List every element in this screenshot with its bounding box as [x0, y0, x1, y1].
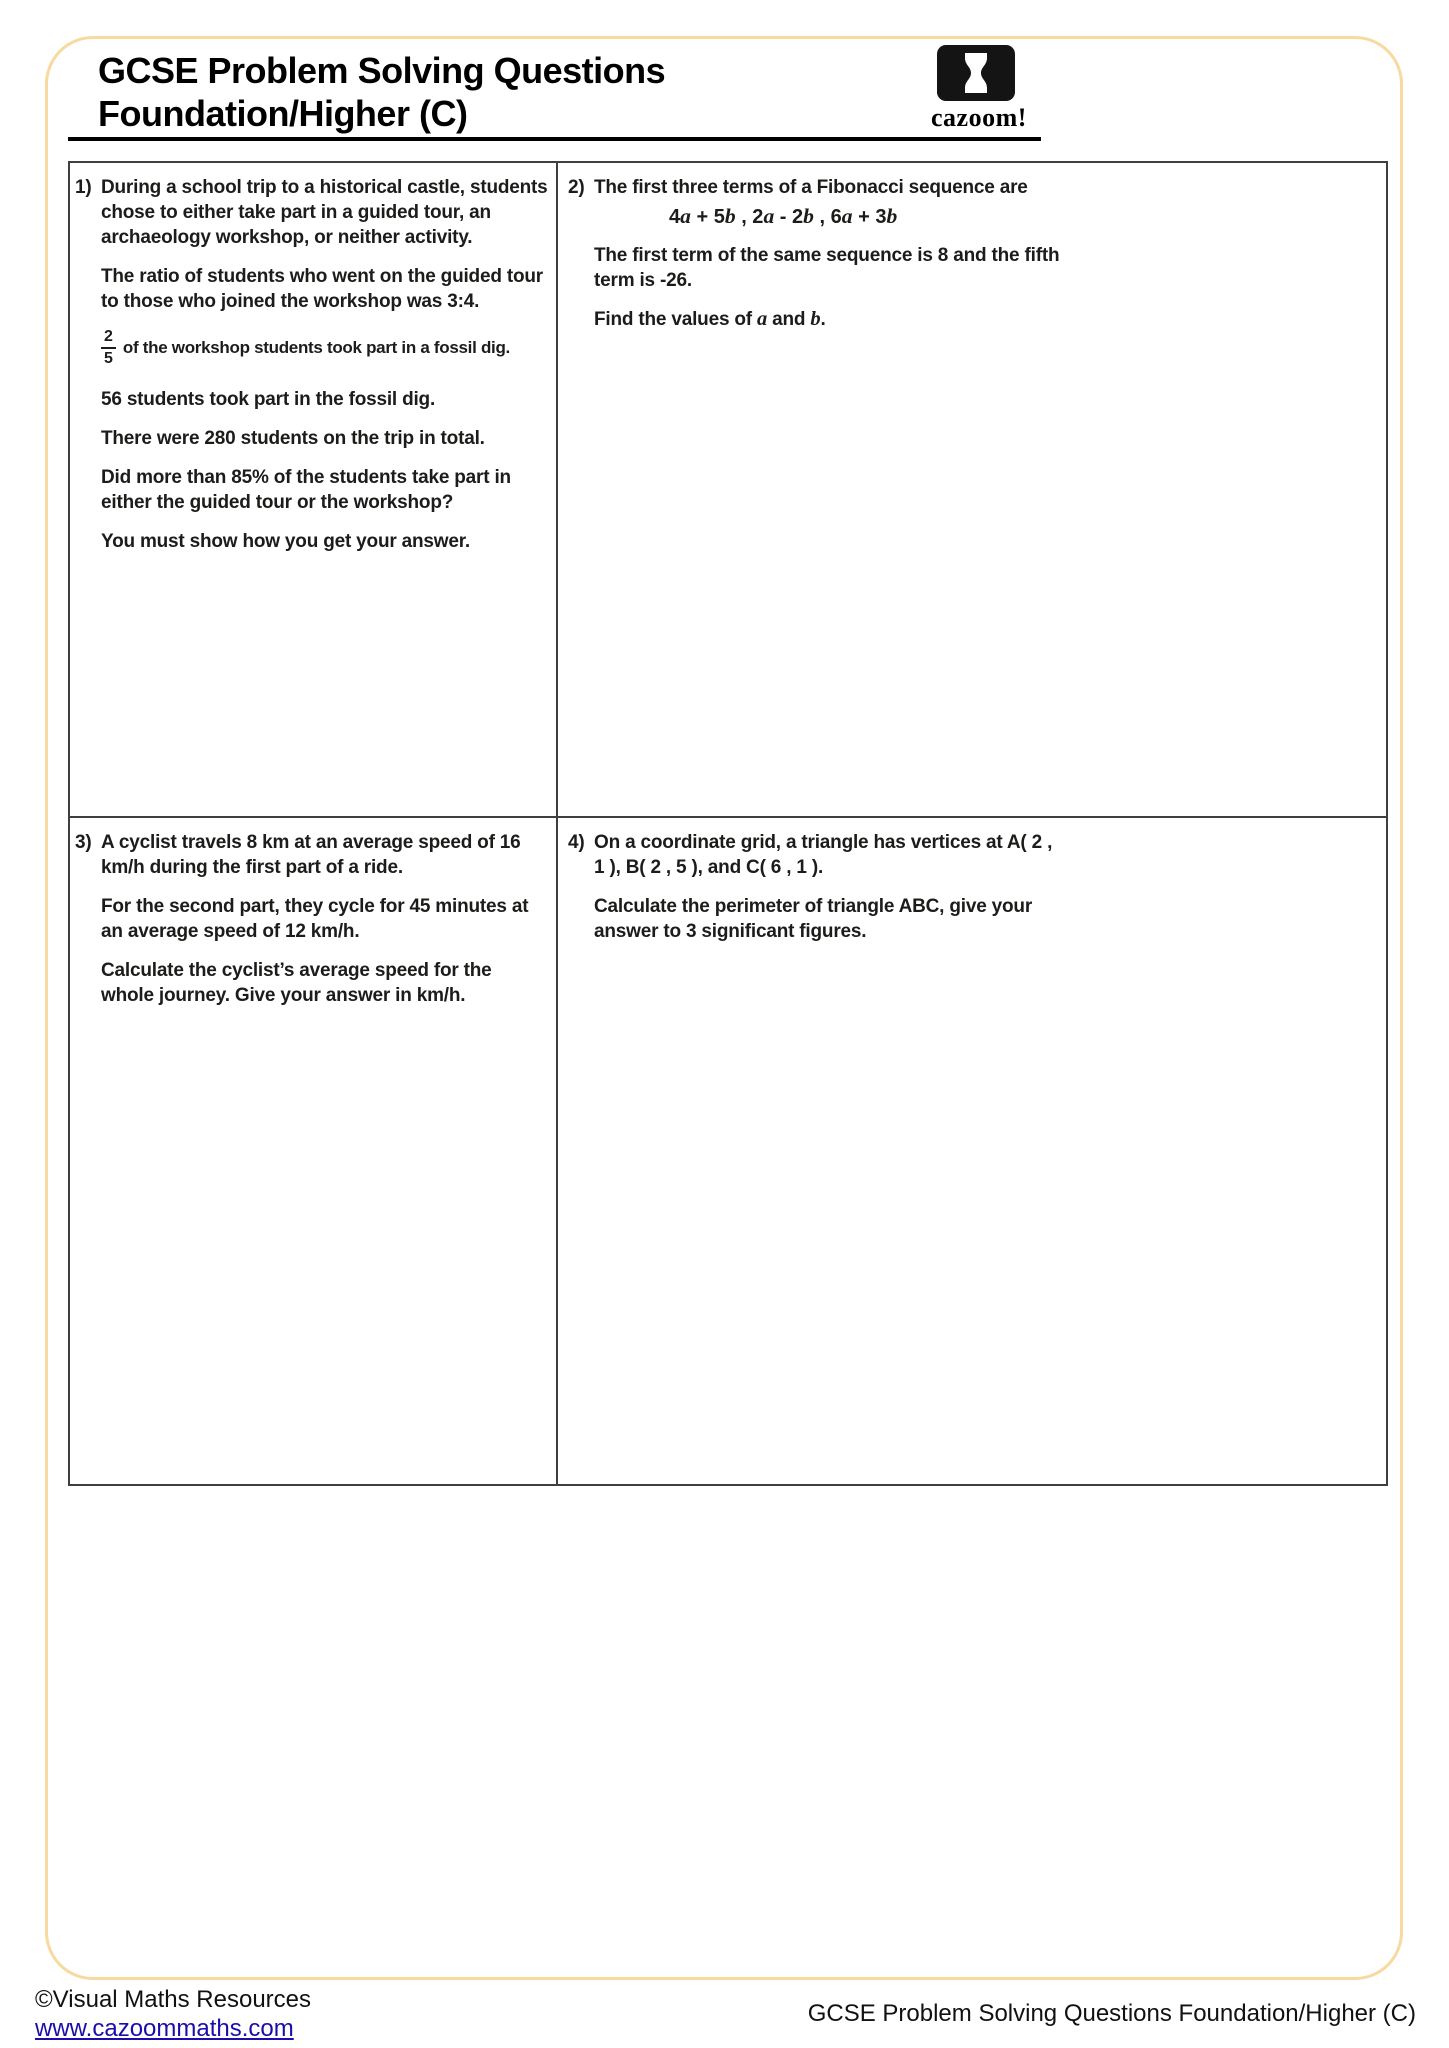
question-3-text-1: A cyclist travels 8 km at an average speed of 16 km/h during the first part of a ride. — [101, 832, 521, 878]
cazoom-logo-text: cazoom! — [931, 103, 1027, 132]
cazoom-logo-icon — [937, 45, 1015, 101]
question-1-cell — [70, 163, 558, 818]
question-4-body — [594, 830, 1066, 958]
question-1-text-6: Did more than 85% of the students take part in either the guided tour or the workshop? — [101, 467, 511, 514]
question-3-number: 3) — [75, 832, 92, 853]
footer-link[interactable]: www.cazoommaths.com — [35, 2015, 294, 2042]
fraction-numerator: 2 — [101, 328, 116, 349]
question-4-cell — [558, 818, 1386, 1484]
question-1-text-2: The ratio of students who went on the guided tour to those who joined the workshop was 3:4. — [101, 266, 543, 312]
fibonacci-terms: 4a + 5b , 2a - 2b , 6a + 3b — [669, 204, 898, 228]
question-4-number: 4) — [568, 832, 585, 853]
page-title-line1: GCSE Problem Solving Questions — [98, 50, 666, 91]
question-2-cell — [558, 163, 1386, 818]
footer-doc-title: GCSE Problem Solving Questions Foundation/Higher (C) — [807, 2000, 1416, 2027]
fraction-two-fifths — [101, 328, 116, 367]
question-3-text-3: Calculate the cyclist’s average speed for the whole journey. Give your answer in km/h. — [101, 960, 492, 1006]
cazoom-logo — [931, 45, 1027, 133]
question-4-text-1: On a coordinate grid, a triangle has vertices at A( 2 , 1 ), B( 2 , 5 ), and C( 6 , 1 ). — [594, 832, 1053, 878]
footer — [35, 1986, 311, 2042]
question-3-body — [101, 830, 548, 1022]
question-3-cell — [70, 818, 558, 1484]
question-1-text-4: 56 students took part in the fossil dig. — [101, 389, 436, 411]
question-1-text-3: of the workshop students took part in a fossil dig. — [122, 337, 510, 357]
question-2-body — [594, 175, 1066, 346]
questions-table — [68, 161, 1388, 1486]
question-1-fraction-line — [101, 328, 548, 367]
fraction-denominator: 5 — [104, 349, 113, 367]
question-2-text-1: The first three terms of a Fibonacci sequence are — [594, 177, 1028, 198]
question-1-text-5: There were 280 students on the trip in total. — [101, 428, 485, 450]
question-1-text-7: You must show how you get your answer. — [101, 531, 470, 553]
question-2-text-2: The first term of the same sequence is 8 and the fifth term is -26. — [594, 245, 1060, 291]
question-4-text-2: Calculate the perimeter of triangle ABC, give your answer to 3 significant figures. — [594, 896, 1033, 942]
page-frame — [45, 36, 1403, 1980]
question-1-number: 1) — [75, 177, 92, 198]
footer-copyright: ©Visual Maths Resources — [35, 1986, 312, 2013]
question-3-text-2: For the second part, they cycle for 45 minutes at an average speed of 12 km/h. — [101, 896, 529, 942]
header — [68, 39, 1041, 141]
page-title-line2: Foundation/Higher (C) — [98, 93, 468, 134]
question-2-text-3: Find the values of a and b. — [594, 308, 826, 330]
question-2-number: 2) — [568, 177, 585, 198]
question-1-body — [101, 175, 548, 568]
question-1-text-1: During a school trip to a historical castle, students chose to either take part in a guided tour, an archaeology workshop, or neither activity. — [101, 177, 548, 248]
